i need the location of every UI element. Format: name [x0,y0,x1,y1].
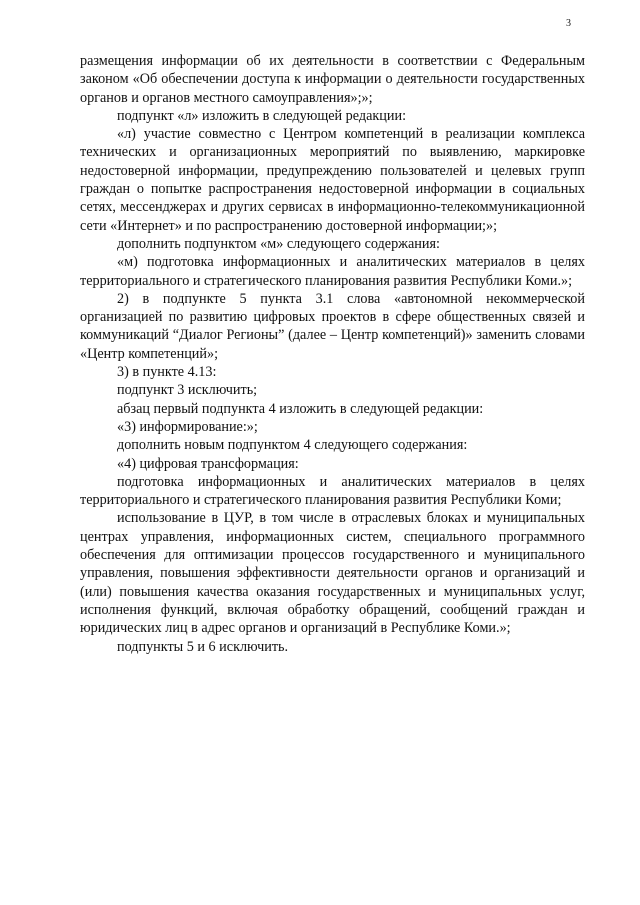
paragraph-6: 2) в подпункте 5 пункта 3.1 слова «автономной некоммерческой организацией по развитию цифровых проектов в сфере общественных связей и коммуникаций “Диалог Регионы” (далее – Центр компетенций)» заменить словами «Центр компетенций»; [80,290,585,362]
paragraph-14: использование в ЦУР, в том числе в отраслевых блоках и муниципальных центрах управления, информационных систем, специального программного обеспечения для оптимизации процессов государственного и муниципального управления, повышения эффективности деятельности органов и организаций и (или) повышения качества оказания государственных и муниципальных услуг, исполнения функций, включая обработку обращений, сообщений граждан и юридических лиц в адрес органов и организаций в Республике Коми.»; [80,510,585,637]
paragraph-1: размещения информации об их деятельности в соответствии с Федеральным законом «Об обеспечении доступа к информации о деятельности государственных органов и органов местного самоуправления»;»; [80,53,585,106]
page-number: 3 [566,18,571,29]
paragraph-9: абзац первый подпункта 4 изложить в следующей редакции: [117,400,484,417]
paragraph-13: подготовка информационных и аналитических материалов в целях территориального и стратегического планирования развития Республики Коми; [80,473,585,509]
paragraph-15: подпункты 5 и 6 исключить. [117,638,289,655]
paragraph-12: «4) цифровая трансформация: [117,455,299,472]
paragraph-7: 3) в пункте 4.13: [117,364,217,381]
paragraph-3: «л) участие совместно с Центром компетенций в реализации комплекса технических и организационных мероприятий по выявлению, маркировке недостоверной информации, предупреждению пользователей и целевых групп граждан о попытке распространения недостоверной информации в социальных сетях, мессенджерах и других сервисах в информационно-телекоммуникационной сети «Интернет» и по распространению достоверной информации;»; [80,126,585,234]
paragraph-2: подпункт «л» изложить в следующей редакции: [117,107,407,124]
paragraph-4: дополнить подпунктом «м» следующего содержания: [117,235,440,252]
paragraph-11: дополнить новым подпунктом 4 следующего содержания: [117,437,468,454]
paragraph-5: «м) подготовка информационных и аналитических материалов в целях территориального и стратегического планирования развития Республики Коми.»; [80,254,585,289]
paragraph-10: «3) информирование:»; [117,418,258,435]
paragraph-8: подпункт 3 исключить; [117,382,258,399]
document-body [80,52,585,656]
